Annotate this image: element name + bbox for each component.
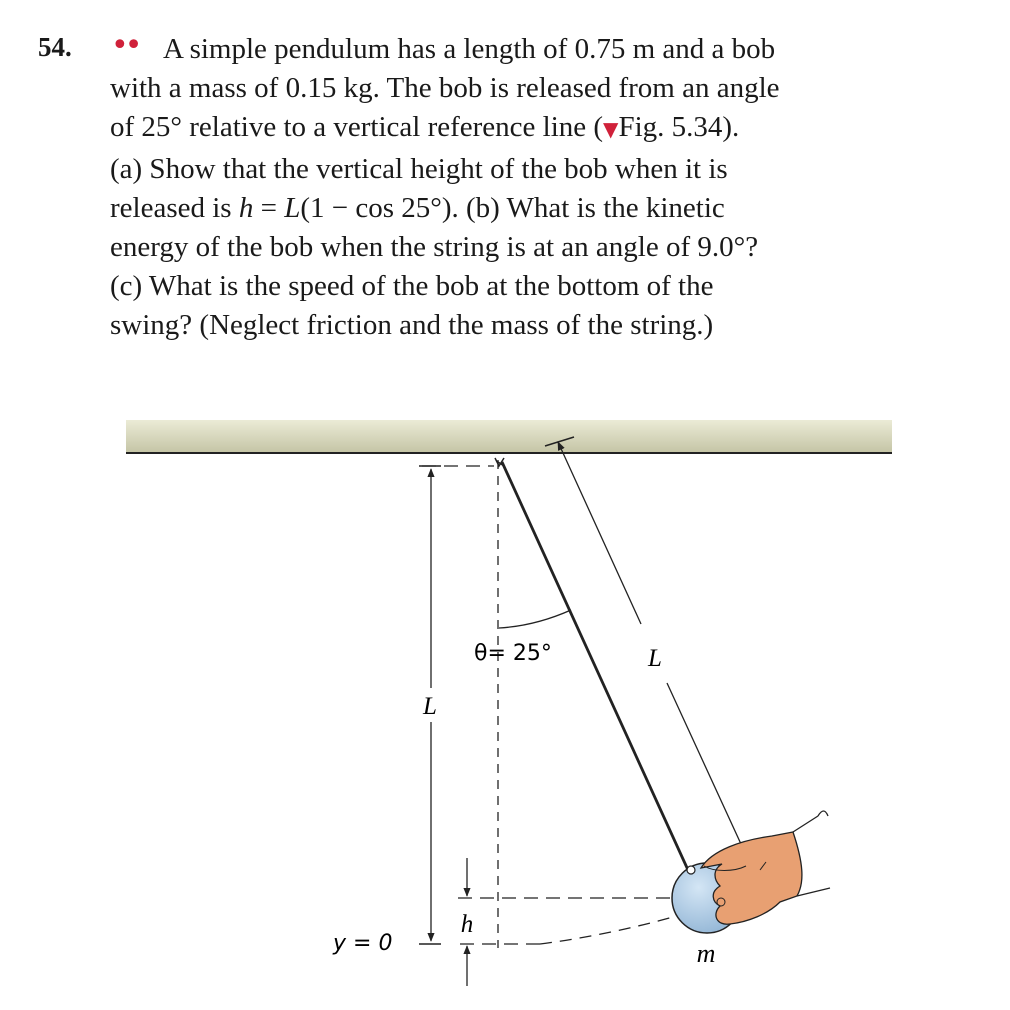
figure-marker-icon: ▼ xyxy=(603,117,619,142)
right-dimension-lower xyxy=(667,683,752,868)
figure-reference: Fig. 5.34). xyxy=(618,111,740,144)
y-zero-label: y = 0 xyxy=(333,931,393,956)
angle-arc xyxy=(499,610,571,628)
h-symbol: h xyxy=(238,191,254,224)
equals-sign: = xyxy=(253,191,285,224)
right-dimension-upper xyxy=(558,442,641,624)
problem-line-4: (a) Show that the vertical height of the bob when it is xyxy=(110,152,728,185)
difficulty-dots: •• xyxy=(111,28,139,63)
problem-line-1: A simple pendulum has a length of 0.75 m and a bob xyxy=(163,33,776,65)
left-L-label: L xyxy=(423,693,437,720)
problem-line-2: with a mass of 0.15 kg. The bob is released from an angle xyxy=(110,72,780,105)
problem-line-8: swing? (Neglect friction and the mass of the string.) xyxy=(110,309,714,342)
problem-number: 54. xyxy=(38,32,72,62)
problem-line-5a: released is xyxy=(110,191,239,224)
problem-line-5b: (1 − cos 25°). (b) What is the kinetic xyxy=(300,191,725,224)
hand-icon xyxy=(701,811,830,924)
ceiling xyxy=(126,420,892,453)
problem-line-7: (c) What is the speed of the bob at the bottom of the xyxy=(110,270,714,303)
bob-hook xyxy=(687,866,695,874)
right-L-label: L xyxy=(648,645,662,672)
theta-label: θ= 25° xyxy=(474,641,552,666)
problem-line-3a: of 25° relative to a vertical reference line ( xyxy=(110,111,604,144)
h-label: h xyxy=(460,911,474,938)
mass-label: m xyxy=(696,939,716,968)
L-symbol: L xyxy=(284,191,301,224)
swing-arc xyxy=(540,915,680,944)
problem-line-6: energy of the bob when the string is at an angle of 9.0°? xyxy=(110,231,759,264)
